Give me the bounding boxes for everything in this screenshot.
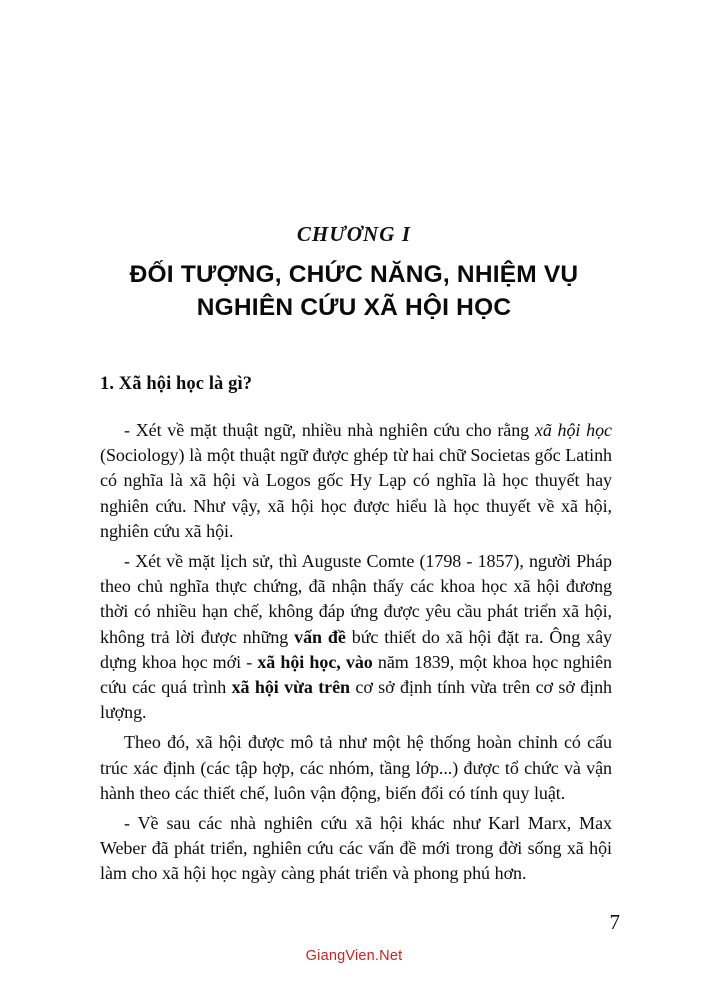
page-title <box>0 258 708 324</box>
paragraph-1 <box>100 418 612 544</box>
watermark <box>0 948 708 964</box>
paragraph-1-segment-3: (Sociology) là một thuật ngữ được ghép từ hai chữ Societas gốc Latinh có nghĩa là xã hội và Logos gốc Hy Lạp có nghĩa là học thuyết hay nghiên cứu. Như vậy, xã hội học được hiểu là học thuyết về xã hội, nghiên cứu xã hội. <box>100 445 612 541</box>
chapter-label: CHƯƠNG I <box>296 222 412 246</box>
page-number: 7 <box>609 910 620 934</box>
paragraph-2-segment-7: cơ sở định tính vừa trên cơ sở định lượng. <box>100 677 612 723</box>
watermark-text: GiangVien.Net <box>305 948 403 964</box>
section-heading: 1. Xã hội học là gì? <box>100 374 253 394</box>
body-text-block <box>100 372 612 887</box>
paragraph-2-segment-5: năm 1839, một khoa học nghiên cứu các quá trình <box>100 651 612 698</box>
paragraph-2-bold-term-3: xã hội vừa trên <box>231 677 350 698</box>
chapter-title-line-1: ĐỐI TƯỢNG, CHỨC NĂNG, NHIỆM VỤ <box>129 261 579 288</box>
paragraph-3: Theo đó, xã hội được mô tả như một hệ thống hoàn chỉnh có cấu trúc xác định (các tập hợp, các nhóm, tầng lớp...) được tổ chức và vận hành theo các thiết chế, luôn vận động, biến đổi có tính quy luật. <box>100 732 612 803</box>
paragraph-4: - Về sau các nhà nghiên cứu xã hội khác như Karl Marx, Max Weber đã phát triển, nghiên cứu các vấn đề mới trong đời sống xã hội làm cho xã hội học ngày càng phát triển và phong phú hơn. <box>100 813 612 884</box>
paragraph-2 <box>100 549 612 725</box>
paragraph-2-segment-1: - Xét về mặt lịch sử, thì Auguste Comte (1798 - 1857), người Pháp theo chủ nghĩa thực chứng, đã nhận thấy các khoa học xã hội đương thời có nhiều hạn chế, không đáp ứng được yêu cầu phát triển xã hội, không trả lời được những <box>100 551 612 647</box>
paragraph-2-bold-term-2: xã hội học, vào <box>257 651 373 672</box>
paragraph-2-bold-term-1: vấn đề <box>294 626 346 647</box>
paragraph-1-italic-term: xã hội học <box>534 420 612 440</box>
chapter-title-line-2: NGHIÊN CỨU XÃ HỘI HỌC <box>196 294 512 321</box>
paragraph-1-segment-1: - Xét về mặt thuật ngữ, nhiều nhà nghiên cứu cho rằng <box>124 420 535 440</box>
paragraph-2-segment-3: bức thiết do xã hội đặt ra. Ông xây dựng khoa học mới - <box>100 626 612 672</box>
